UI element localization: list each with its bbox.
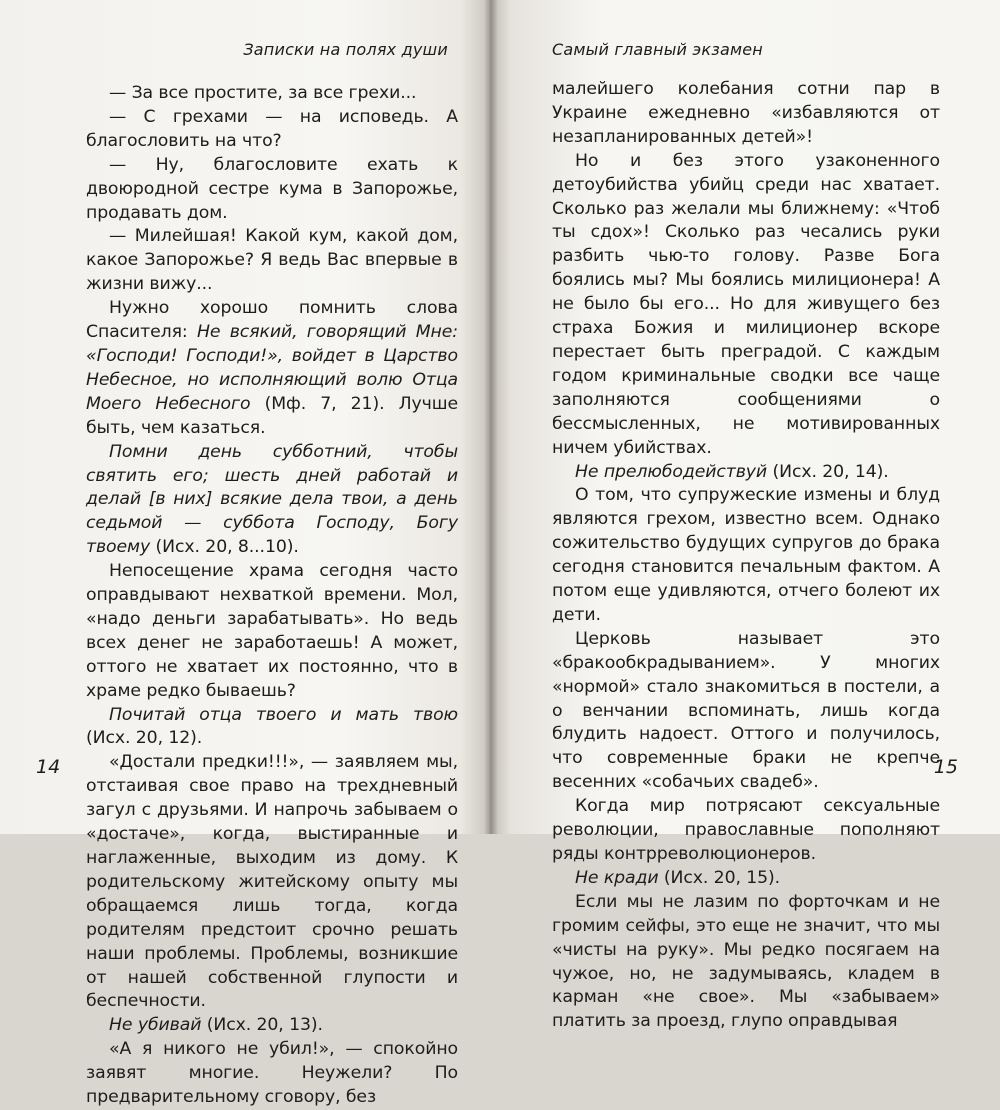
text-run: Непосещение храма сегодня часто оправдывают нехваткой времени. Мол, «надо деньги зарабатывать». Но ведь всех денег не заработаешь! А может, оттого не хватает их постоянно, что в храме редко бываешь? — [86, 561, 458, 701]
text-run: (Исх. 20, 13). — [201, 1015, 323, 1036]
paragraph — [86, 751, 458, 1014]
paragraph — [552, 628, 940, 795]
text-run: Если мы не лазим по форточкам и не громим сейфы, это еще не значит, что мы «чисты на руку». Мы редко посягаем на чужое, но, не задумываясь, кладем в карман «не свое». Мы «забываем» платить за проезд, глупо оправдывая — [552, 891, 940, 1032]
text-run: (Исх. 20, 12). — [86, 728, 203, 749]
right-page — [490, 0, 1000, 1032]
scripture-quote: Почитай отца твоего и мать твою — [109, 704, 458, 725]
book-gutter-shadow — [484, 0, 498, 834]
scripture-quote: Не убивай — [109, 1015, 202, 1036]
page-text — [86, 82, 458, 1110]
page-number: 15 — [933, 756, 958, 778]
paragraph — [86, 560, 458, 703]
paragraph — [86, 82, 458, 106]
paragraph — [552, 484, 940, 627]
paragraph — [86, 1014, 458, 1038]
paragraph — [552, 891, 940, 1034]
text-run: Когда мир потрясают сексуальные революции, православные пополняют ряды контрреволюционеров. — [552, 796, 940, 864]
text-run: — С грехами — на исповедь. А благословить на что? — [86, 106, 458, 151]
text-run: О том, что супружеские измены и блуд являются грехом, известно всем. Однако сожительство будущих супругов до брака сегодня становится печальным фактом. А потом еще удивляются, отчего болеют их дети. — [552, 485, 940, 625]
paragraph — [86, 106, 458, 154]
text-run: (Исх. 20, 8...10). — [150, 537, 299, 558]
paragraph — [86, 441, 458, 561]
paragraph — [552, 867, 940, 891]
text-run: — Милейшая! Какой кум, какой дом, какое Запорожье? Я ведь Вас впервые в жизни вижу... — [86, 226, 458, 295]
paragraph — [86, 1038, 458, 1110]
scripture-quote: Не всякий, говорящий Мне: «Господи! Господи!», войдет в Царство Небесное, но исполняющий волю Отца Моего Небесного — [86, 322, 458, 414]
scripture-quote: Не кради — [575, 867, 659, 888]
text-run: (Мф. 7, 21). Лучше быть, чем казаться. — [86, 393, 458, 438]
paragraph — [86, 297, 458, 440]
page-text — [552, 78, 940, 1034]
text-run: — Ну, благословите ехать к двоюродной сестре кума в Запорожье, продавать дом. — [86, 154, 458, 223]
running-header: Самый главный экзамен — [552, 40, 763, 59]
running-header: Записки на полях души — [243, 40, 448, 59]
text-run: Но и без этого узаконенного детоубийства убийц среди нас хватает. Сколько раз желали мы ближнему: «Чтоб ты сдох»! Сколько раз чесались руки разбить чью-то голову. Разве Бога боялись мы? Мы боялись милиционера! А не было бы его... Но для живущего без страха Божия и милиционер вскоре перестает быть преградой. С каждым годом криминальные сводки все чаще заполняются сообщениями о бессмысленных, не мотивированных ничем убийствах. — [552, 150, 940, 458]
paragraph — [552, 795, 940, 867]
text-run: (Исх. 20, 14). — [767, 461, 889, 482]
scripture-quote: Помни день субботний, чтобы святить его; шесть дней работай и делай [в них] всякие дела твои, а день седьмой — суббота Господу, Богу твоему — [86, 441, 458, 558]
text-run: (Исх. 20, 15). — [658, 867, 781, 888]
text-run: — За все простите, за все грехи... — [109, 83, 417, 103]
paragraph — [552, 78, 940, 150]
text-run: малейшего колебания сотни пар в Украине ежедневно «избавляются от незапланированных детей»! — [552, 79, 940, 147]
text-run: «Достали предки!!!», — заявляем мы, отстаивая свое право на трехдневный загул с друзьями. И напрочь забываем о «достаче», когда, выстиранные и наглаженные, выходим из дому. К родительскому житейскому опыту мы обращаемся лишь тогда, когда родителям предстоит срочно решать наши проблемы. Проблемы, возникшие от нашей собственной глупости и беспечности. — [86, 752, 458, 1012]
scripture-quote: Не прелюбодействуй — [575, 461, 768, 482]
page-number: 14 — [36, 756, 61, 778]
paragraph — [552, 461, 940, 485]
left-page — [0, 0, 490, 1108]
paragraph — [86, 704, 458, 752]
paragraph — [86, 225, 458, 297]
paragraph — [552, 150, 940, 461]
text-run: Нужно хорошо помнить слова Спасителя: — [86, 298, 458, 343]
paragraph — [86, 154, 458, 226]
text-run: «А я никого не убил!», — спокойно заявят многие. Неужели? По предварительному сговору, без — [86, 1039, 458, 1108]
text-run: Церковь называет это «бракообкрадыванием». У многих «нормой» стало знакомиться в постели, а о венчании вспоминать, лишь когда блудить надоест. Оттого и получилось, что современные браки не крепче весенних «собачьих свадеб». — [552, 628, 940, 793]
